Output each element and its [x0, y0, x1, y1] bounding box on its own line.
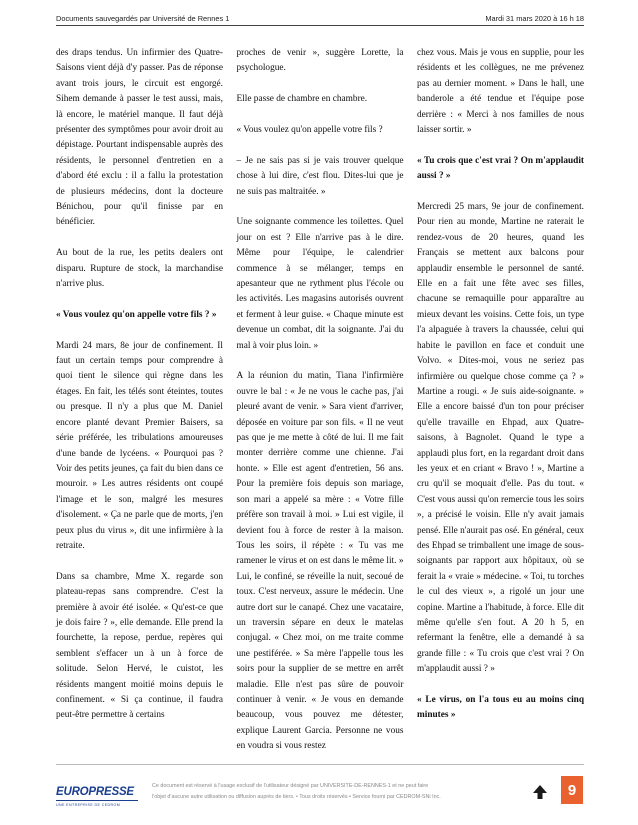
paragraph: des draps tendus. Un infirmier des Quatre-Saisons vient déjà d'y passer. Pas de réponse avant trois jours, le circuit est engorgé. Sihem demande à passer le test aussi, mais, là encore, le matériel manque. Il faut déjà présenter des symptômes pour avoir droit au dépistage. Pourtant indispensable auprès des résidents, le personnel d'entretien en a d'abord été exclu : il a fallu la protestation de plusieurs médecins, dont la docteure Bénichou, pour qu'il finisse par en bénéficier. [56, 48, 223, 228]
header-date: Mardi 31 mars 2020 à 16 h 18 [485, 14, 584, 23]
paragraph: Dans sa chambre, Mme X. regarde son plateau-repas sans comprendre. C'est la première à avoir été isolée. « Qu'est-ce que je dois faire ? », elle demande. Elle prend la fourchette, la repose, perdue, repères qui semblent s'effacer un à un à force de solitude. Selon Hervé, le cuistot, les résidents mangent moitié moins depuis le confinement. « Si ça continue, il faudra peut-être permettre à certains [56, 571, 223, 721]
paragraph: Mardi 24 mars, 8e jour de confinement. Il faut un certain temps pour comprendre à quoi tient le silence qui règne dans les étages. En fait, les télés sont éteintes, toutes ou presque. Il n'y a plus que M. Daniel encore planté devant Premier Baisers, sa série préférée, les tribulations amoureuses d'une bande de lycéens. « Pourquoi pas ? Voir des petits jeunes, ça fait du bien dans ce mouroir. » Les autres résidents ont coupé l'image et le son, malgré les mesures d'isolement. « Ça ne parle que de morts, j'en peux plus du virus », dit une infirmière à la retraite. [56, 340, 223, 551]
paragraph: Au bout de la rue, les petits dealers ont disparu. Rupture de stock, la marchandise n'arrive plus. [56, 248, 223, 290]
header-source: Documents sauvegardés par Université de Rennes 1 [56, 14, 230, 23]
column-2 [237, 46, 404, 756]
paragraph: Une soignante commence les toilettes. Quel jour on est ? Elle n'arrive pas à le dire. Même pour l'équipe, le calendrier commence à se mélanger, temps en apesanteur que ne rythment plus l'école ou les activités. Les magasins autorisés ouvrent et ferment à leur guise. « Chaque minute est devenue un combat, dit la soignante. J'ai du mal à voir plus loin. » [236, 217, 404, 351]
paragraph: proches de venir », suggère Lorette, la psychologue. [236, 48, 404, 74]
subheading: « Le virus, on l'a tous eu au moins cinq minutes » [417, 695, 584, 721]
subheading: « Vous voulez qu'on appelle votre fils ? » [56, 309, 217, 320]
subheading: « Tu crois que c'est vrai ? On m'applaudit aussi ? » [417, 155, 584, 182]
paragraph: Mercredi 25 mars, 9e jour de confinement. Pour rien au monde, Martine ne raterait le rendez-vous de 20 heures, quand les Français se mettent aux balcons pour applaudir ensemble le personnel de santé. Elle en a fait une fête avec ses filles, chacune se remaquille pour apparaître au mieux devant les voisins. Cette fois, un type l'a alpaguée à travers la chaussée, celui qui habite le pavillon en face et conduit une Volvo. « Dites-moi, vous ne seriez pas infirmière ou quelque chose comme ça ? » Martine a rougi. « Je suis aide-soignante. » Elle a encore baissé d'un ton pour préciser qu'elle travaille en Ehpad, aux Quatre-saisons, à Bagnolet. Quand le type a applaudi plus fort, en la regardant droit dans les yeux et en criant « Bravo ! », Martine a cru qu'il se moquait d'elle. Pas du tout. « C'est vous aussi qu'on remercie tous les soirs », a précisé le voisin. Elle n'y avait jamais pensé. Elle n'aurait pas osé. En général, ceux des Ehpad se trimballent une image de sous-soignants par rapport aux hôpitaux, où se ferait la « vraie » médecine. « Toi, tu torches le cul des vieux », a rigolé un jour une copine. Martine a l'habitude, à force. Elle dit même qu'elle s'en fout. A 20 h 5, en refermant la fenêtre, elle a demandé à sa grande fille : « Tu crois que c'est vrai ? On m'applaudit aussi ? » [417, 202, 584, 675]
paragraph: chez vous. Mais je vous en supplie, pour les résidents et les collègues, ne me prévenez pas au dernier moment. » Dans le hall, une banderole a été tendue et l'équipe pose derrière : « Merci à nos familles de nous laisser sortir. » [417, 48, 584, 136]
copyright-notice [152, 781, 512, 804]
paragraph: A la réunion du matin, Tiana l'infirmière ouvre le bal : « Je ne vous le cache pas, j'ai pleuré avant de venir. » Sara vient d'arriver, déposée en voiture par son fils. « Il ne veut pas que je me mette à côté de lui. Il me fait monter derrière comme une chienne. J'ai honte. » Elle est agent d'entretien, 56 ans. Pour la première fois depuis son mariage, son mari a appelé sa mère : « Votre fille préfère son travail à moi. » Lui est vigile, il devient fou à force de rester à la maison. Tous les soirs, il répète : « Tu vas me ramener le virus et on est dans le même lit. » Lui, le confiné, se réveille la nuit, secoué de toux. C'est nerveux, assure le médecin. Une autre dort sur le canapé. Chez une vacataire, un traversin sépare en deux le matelas conjugal. « Chez moi, on me traite comme une pestiférée. » Sa mère l'appelle tous les soirs pour la supplier de se mettre en arrêt maladie. Elle n'est pas sûre de pouvoir continuer à venir. « Je vous en demande beaucoup, vous pouvez me détester, explique Laurent Garcia. Personne ne vous en voudra si vous restez [236, 371, 404, 752]
paragraph: « Vous voulez qu'on appelle votre fils ? [236, 125, 383, 135]
document-header [56, 14, 584, 26]
column-1 [56, 46, 223, 756]
footer-divider [56, 764, 584, 765]
page-number-badge: 9 [561, 776, 583, 804]
paragraph: – Je ne sais pas si je vais trouver quelque chose à lui dire, c'est flou. Dites-lui que je ne suis pas maltraitée. » [236, 155, 404, 197]
paragraph: Elle passe de chambre en chambre. [236, 94, 368, 105]
article-body [56, 46, 584, 756]
logo-tagline: UNE ENTREPRISE DE CEDROM [56, 803, 121, 807]
notice-line: Ce document est réservé à l'usage exclusif de l'utilisateur désigné par UNIVERSITE-DE-RENNES-1 et ne peut faire [152, 783, 429, 789]
europresse-logo: EUROPRESSE [56, 786, 134, 798]
logo-underline [56, 800, 138, 801]
notice-line: l'objet d'aucune autre utilisation ou diffusion auprès de tiers. • Tous droits réservés • Service fourni par CEDROM-SNi Inc. [152, 794, 441, 801]
column-3 [417, 46, 584, 756]
up-arrow-icon[interactable] [530, 782, 550, 802]
